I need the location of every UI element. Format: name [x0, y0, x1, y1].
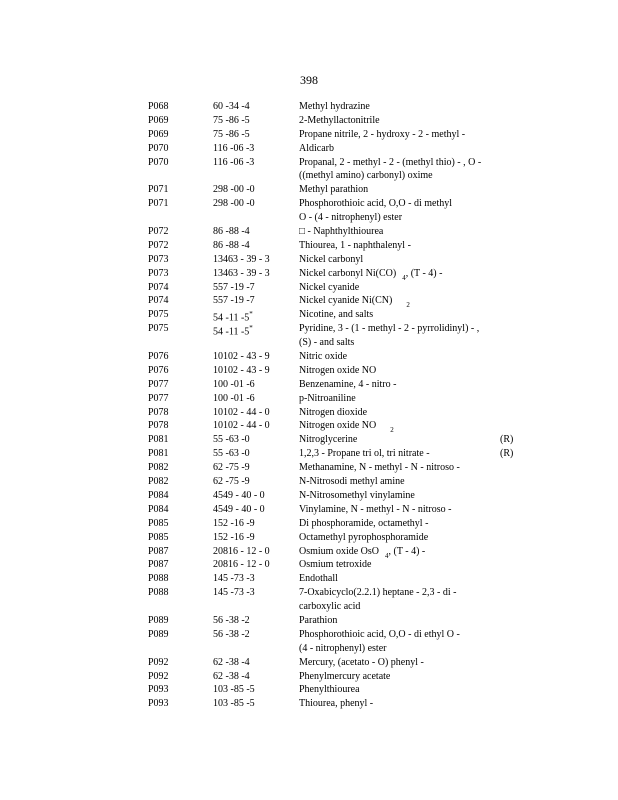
substance-name — [299, 114, 380, 128]
substance-name — [299, 517, 428, 531]
substance-name-text: Pyridine, 3 - (1 - methyl - 2 - pyrrolidinyl) - , — [299, 323, 480, 335]
cas-number — [213, 503, 265, 517]
substance-name-text: (S) - and salts — [299, 337, 355, 349]
table-row — [0, 281, 618, 295]
substance-name — [299, 614, 337, 628]
cas-number — [213, 447, 250, 461]
cas-number — [213, 100, 250, 114]
waste-code: P073 — [148, 253, 169, 265]
cas-number — [213, 545, 270, 559]
reactivity-note: (R) — [500, 434, 514, 446]
cas-number — [213, 419, 270, 433]
cas-number — [213, 378, 255, 392]
substance-name — [299, 670, 390, 684]
substance-name-text: Nitrogen oxide NO — [299, 364, 377, 376]
cas-number-text: 86 -88 -4 — [213, 239, 250, 251]
substance-name — [299, 294, 410, 309]
substance-name-text: Thiourea, phenyl - — [299, 698, 374, 710]
table-row — [0, 461, 618, 475]
waste-code: P071 — [148, 184, 169, 196]
substance-name — [299, 156, 481, 170]
substance-name — [299, 503, 451, 517]
waste-code: P092 — [148, 670, 169, 682]
waste-code: P084 — [148, 489, 169, 501]
substance-name-text: Benzenamine, 4 - nitro - — [299, 378, 397, 390]
formula-subscript: 4 — [402, 273, 406, 282]
cas-number — [213, 156, 254, 170]
cas-number — [213, 239, 250, 253]
cas-number-text: 62 -75 -9 — [213, 476, 250, 488]
table-row — [0, 308, 618, 322]
table-row — [0, 600, 618, 614]
waste-code: P093 — [148, 698, 169, 710]
waste-code: P081 — [148, 434, 169, 446]
table-row — [0, 642, 618, 656]
substance-name — [299, 197, 452, 211]
cas-number-text: 75 -86 -5 — [213, 128, 250, 140]
table-row — [0, 364, 618, 378]
waste-code: P088 — [148, 587, 169, 599]
waste-code: P084 — [148, 503, 169, 515]
table-row — [0, 419, 618, 433]
formula-subscript: 2 — [406, 301, 410, 310]
table-row — [0, 239, 618, 253]
substance-name — [299, 267, 442, 282]
substance-name-text: Methyl hydrazine — [299, 101, 370, 112]
cas-number — [213, 114, 250, 128]
substance-name-text: Nickel cyanide Ni(CN) — [299, 295, 393, 307]
cas-number-text: 55 -63 -0 — [213, 448, 250, 460]
substance-name-text: Nickel carbonyl Ni(CO) — [299, 267, 397, 279]
substance-name — [299, 600, 360, 614]
formula-subscript: 2 — [390, 426, 394, 435]
table-row — [0, 253, 618, 267]
substance-name — [299, 392, 356, 406]
cas-number-text: 10102 - 44 - 0 — [213, 406, 270, 418]
cas-number — [213, 197, 255, 211]
cas-number-text: 145 -73 -3 — [213, 587, 255, 599]
cas-number — [213, 406, 270, 420]
table-row — [0, 197, 618, 211]
substance-name-text: Thiourea, 1 - naphthalenyl - — [299, 239, 411, 251]
table-row — [0, 697, 618, 711]
substance-name — [299, 378, 396, 392]
cas-number-text: 557 -19 -7 — [213, 295, 255, 307]
cas-number-text: 152 -16 -9 — [213, 531, 255, 543]
table-row — [0, 322, 618, 336]
cas-number-text: 13463 - 39 - 3 — [213, 267, 270, 279]
table-row — [0, 211, 618, 225]
waste-code: P069 — [148, 114, 169, 126]
cas-number-text: 20816 - 12 - 0 — [213, 545, 270, 557]
cas-number — [213, 364, 270, 378]
table-row — [0, 517, 618, 531]
table-row — [0, 156, 618, 170]
cas-number — [213, 350, 270, 364]
cas-number-text: 298 -00 -0 — [213, 184, 255, 196]
cas-number-text: 10102 - 43 - 9 — [213, 351, 270, 363]
cas-number-text: 60 -34 -4 — [213, 101, 250, 112]
waste-code: P089 — [148, 614, 169, 626]
substance-name-text: Phosphorothioic acid, O,O - di methyl — [299, 198, 453, 210]
waste-code: P074 — [148, 281, 169, 293]
substance-name-text: Aldicarb — [299, 142, 334, 154]
waste-code: P085 — [148, 517, 169, 529]
substance-name-text: Osmium tetroxide — [299, 559, 372, 571]
table-row — [0, 378, 618, 392]
waste-code: P072 — [148, 226, 169, 238]
table-row — [0, 475, 618, 489]
table-row — [0, 531, 618, 545]
substance-name-text: ((methyl amino) carbonyl) oxime — [299, 170, 433, 182]
substance-name — [299, 142, 334, 156]
cas-number-text: 62 -38 -4 — [213, 670, 250, 682]
substance-name — [299, 322, 479, 336]
cas-number-text: 10102 - 43 - 9 — [213, 364, 270, 376]
cas-number-text: 100 -01 -6 — [213, 378, 255, 390]
cas-number-text: 55 -63 -0 — [213, 434, 250, 446]
substance-name — [299, 364, 376, 378]
waste-code: P074 — [148, 295, 169, 307]
substance-name-text: Vinylamine, N - methyl - N - nitroso - — [299, 503, 452, 515]
substance-name — [299, 683, 360, 697]
cas-footnote-marker: * — [249, 324, 253, 333]
substance-name-text: p-Nitroaniline — [299, 392, 356, 404]
substance-name-text: Nitrogen oxide NO — [299, 420, 377, 432]
substance-name-text: Nickel carbonyl — [299, 253, 364, 265]
waste-code: P088 — [148, 573, 169, 585]
substance-name-text: Nickel cyanide — [299, 281, 360, 293]
waste-code: P081 — [148, 448, 169, 460]
substance-name-text: □ - Naphthylthiourea — [299, 226, 384, 238]
cas-number-text: 54 -11 -5 — [213, 312, 250, 324]
table-row — [0, 100, 618, 114]
cas-number — [213, 475, 250, 489]
substance-name-text: N-Nitrosomethyl vinylamine — [299, 489, 415, 501]
substance-name — [299, 281, 359, 295]
cas-number-text: 152 -16 -9 — [213, 517, 255, 529]
substance-name — [299, 656, 424, 670]
substance-name — [299, 350, 347, 364]
cas-number — [213, 128, 250, 142]
substance-name-suffix: , (T - 4) - — [405, 267, 443, 279]
substance-name — [299, 100, 370, 114]
substance-name-text: Nitric oxide — [299, 351, 348, 363]
waste-code: P093 — [148, 684, 169, 696]
table-row — [0, 392, 618, 406]
substance-name-text: Methanamine, N - methyl - N - nitroso - — [299, 462, 460, 474]
waste-code: P082 — [148, 476, 169, 488]
table-row — [0, 489, 618, 503]
waste-code: P077 — [148, 392, 169, 404]
cas-number-text: 10102 - 44 - 0 — [213, 420, 270, 432]
waste-code: P085 — [148, 531, 169, 543]
substance-name — [299, 169, 433, 183]
waste-code: P077 — [148, 378, 169, 390]
waste-code: P070 — [148, 156, 169, 168]
substance-name-text: Nitrogen dioxide — [299, 406, 368, 418]
cas-number-text: 75 -86 -5 — [213, 114, 250, 126]
cas-number — [213, 281, 255, 295]
cas-number-text: 298 -00 -0 — [213, 198, 255, 210]
substance-name — [299, 628, 460, 642]
cas-number-text: 4549 - 40 - 0 — [213, 489, 265, 501]
substance-name-text: Osmium oxide OsO — [299, 545, 379, 557]
cas-number — [213, 531, 255, 545]
substance-name — [299, 642, 386, 656]
substance-name — [299, 572, 338, 586]
substance-name — [299, 406, 367, 420]
cas-number — [213, 225, 250, 239]
cas-number-text: 20816 - 12 - 0 — [213, 559, 270, 571]
table-row — [0, 183, 618, 197]
cas-number-text: 13463 - 39 - 3 — [213, 253, 270, 265]
cas-number-text: 62 -38 -4 — [213, 656, 250, 668]
waste-code: P078 — [148, 406, 169, 418]
reactivity-note: (R) — [500, 448, 514, 460]
table-row — [0, 586, 618, 600]
table-row — [0, 572, 618, 586]
cas-number — [213, 586, 255, 600]
table-row — [0, 628, 618, 642]
table-row — [0, 447, 618, 461]
substance-name — [299, 211, 402, 225]
substance-name — [299, 475, 405, 489]
table-row — [0, 433, 618, 447]
cas-number-text: 116 -06 -3 — [213, 142, 255, 154]
substance-name — [299, 697, 373, 711]
cas-number — [213, 294, 255, 308]
substance-name — [299, 433, 357, 447]
waste-code: P076 — [148, 351, 169, 363]
substance-name — [299, 586, 456, 600]
cas-number-text: 116 -06 -3 — [213, 156, 255, 168]
cas-number — [213, 614, 250, 628]
cas-footnote-marker: * — [249, 310, 253, 319]
substance-name-text: 2-Methyllactonitrile — [299, 114, 380, 126]
substance-name-text: Propane nitrile, 2 - hydroxy - 2 - methyl - — [299, 128, 466, 140]
table-row — [0, 545, 618, 559]
waste-code: P073 — [148, 267, 169, 279]
cas-number — [213, 517, 255, 531]
substance-name-text: Nicotine, and salts — [299, 309, 374, 321]
substance-name — [299, 447, 430, 461]
table-row — [0, 294, 618, 308]
waste-code: P075 — [148, 323, 169, 335]
table-row — [0, 350, 618, 364]
waste-code: P070 — [148, 142, 169, 154]
substance-name — [299, 545, 425, 560]
cas-number — [213, 670, 250, 684]
cas-number-text: 62 -75 -9 — [213, 462, 250, 474]
table-row — [0, 336, 618, 350]
substance-name-text: Phosphorothioic acid, O,O - di ethyl O - — [299, 628, 460, 640]
substance-name — [299, 489, 415, 503]
cas-number — [213, 656, 250, 670]
cas-number — [213, 433, 250, 447]
table-row — [0, 670, 618, 684]
cas-number — [213, 461, 250, 475]
substance-name-text: Nitroglycerine — [299, 434, 358, 446]
substance-name-text: 7-Oxabicyclo(2.2.1) heptane - 2,3 - di - — [299, 587, 457, 599]
substance-name — [299, 558, 372, 572]
table-row — [0, 267, 618, 281]
substance-name-text: Phenylthiourea — [299, 684, 360, 696]
substance-name-text: Parathion — [299, 614, 338, 626]
cas-number — [213, 489, 265, 503]
cas-number-text: 56 -38 -2 — [213, 614, 250, 626]
substance-name-text: Di phosphoramide, octamethyl - — [299, 517, 429, 529]
table-row — [0, 142, 618, 156]
cas-number — [213, 183, 255, 197]
waste-code: P072 — [148, 239, 169, 251]
waste-code: P087 — [148, 545, 169, 557]
substance-name — [299, 239, 411, 253]
substance-name-text: N-Nitrosodi methyl amine — [299, 476, 405, 488]
cas-number-text: 56 -38 -2 — [213, 628, 250, 640]
substance-name-text: (4 - nitrophenyl) ester — [299, 642, 387, 654]
table-row — [0, 114, 618, 128]
cas-number — [213, 267, 270, 281]
table-row — [0, 656, 618, 670]
substance-name-text: Octamethyl pyrophosphoramide — [299, 531, 429, 543]
waste-code: P092 — [148, 656, 169, 668]
table-row — [0, 225, 618, 239]
waste-code: P075 — [148, 309, 169, 321]
cas-number-text: 4549 - 40 - 0 — [213, 503, 265, 515]
substance-name — [299, 183, 368, 197]
waste-code: P069 — [148, 128, 169, 140]
substance-name — [299, 128, 465, 142]
waste-code: P078 — [148, 420, 169, 432]
waste-code: P082 — [148, 462, 169, 474]
substance-name-text: 1,2,3 - Propane tri ol, tri nitrate - — [299, 448, 430, 460]
hazardous-waste-table — [0, 100, 618, 711]
substance-name — [299, 336, 354, 350]
substance-name-text: Propanal, 2 - methyl - 2 - (methyl thio) - , O - — [299, 156, 482, 168]
substance-name-text: Mercury, (acetato - O) phenyl - — [299, 656, 424, 668]
substance-name — [299, 225, 383, 239]
table-row — [0, 503, 618, 517]
table-row — [0, 169, 618, 183]
page-number: 398 — [300, 73, 318, 87]
substance-name — [299, 461, 460, 475]
cas-number — [213, 392, 255, 406]
waste-code: P089 — [148, 628, 169, 640]
cas-number — [213, 558, 270, 572]
cas-number — [213, 628, 250, 642]
waste-code: P087 — [148, 559, 169, 571]
table-row — [0, 406, 618, 420]
cas-number-text: 100 -01 -6 — [213, 392, 255, 404]
substance-name-suffix: , (T - 4) - — [388, 545, 426, 557]
substance-name — [299, 531, 428, 545]
substance-name-text: carboxylic acid — [299, 601, 361, 613]
substance-name-text: Phenylmercury acetate — [299, 670, 391, 682]
cas-number — [213, 142, 254, 156]
substance-name-text: Endothall — [299, 573, 338, 585]
substance-name-text: O - (4 - nitrophenyl) ester — [299, 212, 403, 224]
waste-code: P071 — [148, 198, 169, 210]
cas-number — [213, 572, 255, 586]
cas-number-text: 103 -85 -5 — [213, 698, 255, 710]
table-row — [0, 683, 618, 697]
table-row — [0, 128, 618, 142]
cas-number-text: 103 -85 -5 — [213, 684, 255, 696]
cas-number-text: 86 -88 -4 — [213, 226, 250, 238]
cas-number — [213, 697, 255, 711]
waste-code: P068 — [148, 101, 169, 112]
cas-number — [213, 683, 255, 697]
cas-number-text: 54 -11 -5 — [213, 326, 250, 338]
substance-name — [299, 253, 363, 267]
cas-number-text: 145 -73 -3 — [213, 573, 255, 585]
table-row — [0, 558, 618, 572]
waste-code: P076 — [148, 364, 169, 376]
cas-number — [213, 253, 270, 267]
table-row — [0, 614, 618, 628]
substance-name — [299, 419, 394, 434]
cas-number-text: 557 -19 -7 — [213, 281, 255, 293]
substance-name — [299, 308, 373, 322]
substance-name-text: Methyl parathion — [299, 184, 369, 196]
formula-subscript: 4 — [385, 551, 389, 560]
